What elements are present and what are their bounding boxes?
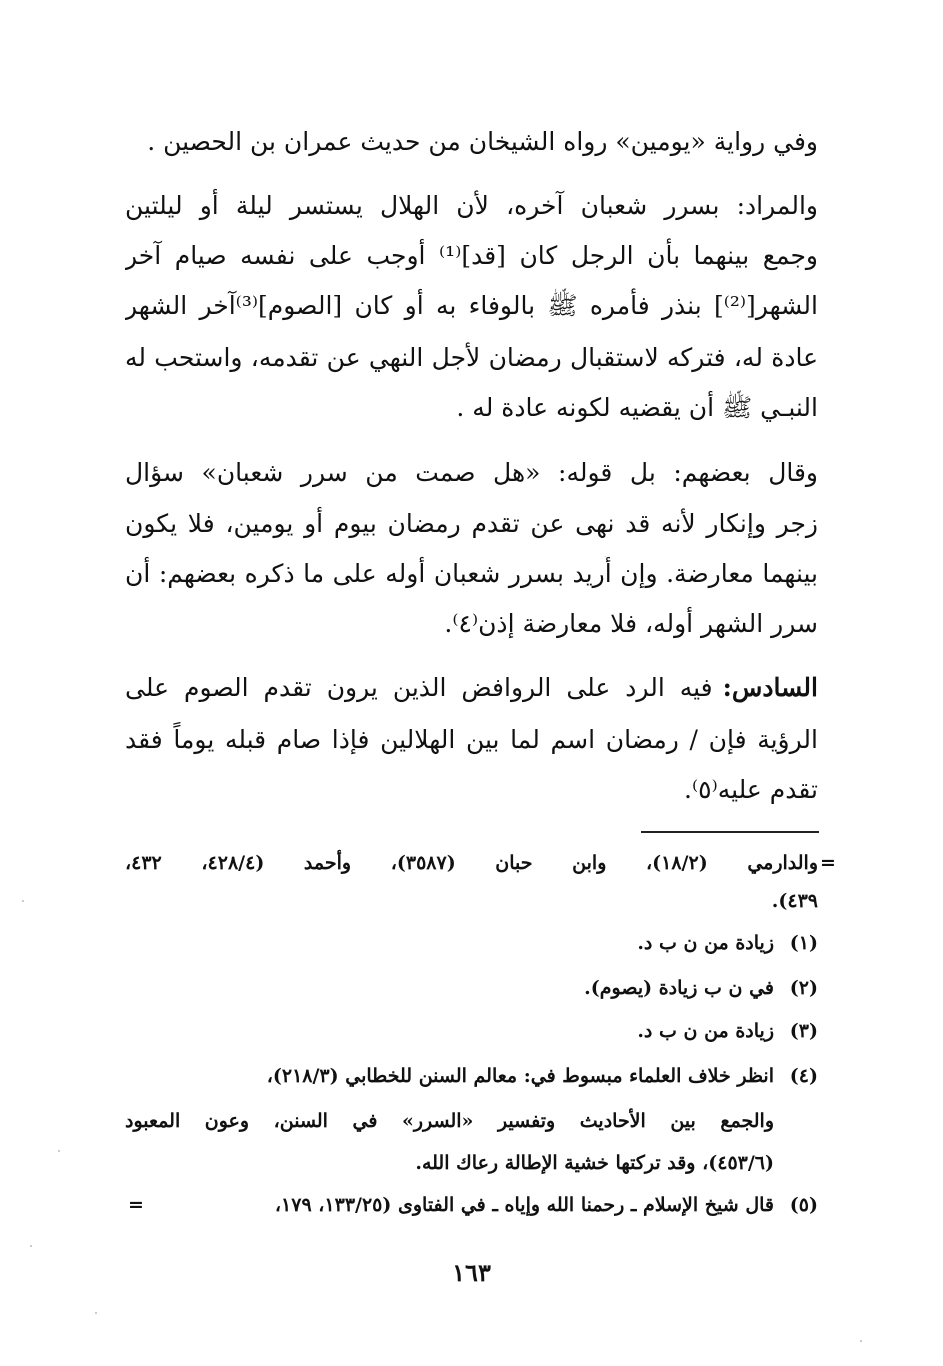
scan-speck (860, 1340, 862, 1342)
footnote-2 (125, 973, 818, 1005)
body-line-2: والمراد: بسرر شعبان آخره، لأن الهلال يستسر ليلة أو ليلتين (125, 191, 818, 220)
body-line-5: عادة له، فتركه لاستقبال رمضان لأجل النهي عن تقدمه، واستحب له (125, 343, 818, 372)
footnote-text: في ن ب زيادة (يصوم). (584, 977, 774, 999)
footnote-number: (٣) (789, 1020, 818, 1042)
body-line-9: بينهما معارضة. وإن أُريد بسرر شعبان أوله على ما ذكره بعضهم: أن (125, 559, 818, 588)
body-line-10: سرر الشهر أوله، فلا معارضة إذن⁽٤⁾. (444, 609, 818, 638)
footnote-number: (٤) (789, 1065, 818, 1087)
body-line-13: تقدم عليه⁽٥⁾. (684, 775, 818, 804)
body-line-11 (125, 670, 818, 710)
footnote-number: (١) (789, 932, 818, 954)
footnote-continuation-line-1: والدارمي (١٨/٢)، وابن حبان (٣٥٨٧)، وأحمد (٤٢٨/٤، ٤٣٢، (125, 852, 818, 874)
footnote-5 (148, 1190, 818, 1222)
section-heading-sixth: السادس: (722, 673, 818, 702)
footnote-separator (641, 831, 819, 833)
scan-speck (58, 1150, 60, 1152)
scan-speck (95, 1312, 97, 1314)
scan-speck (30, 1245, 32, 1247)
body-line-12: الرؤية فإن / رمضان اسم لما بين الهلالين فإذا صام قبله يوماً فقد (125, 725, 818, 754)
footnote-continuation-line-2: ٤٣٩). (771, 890, 818, 912)
scan-speck (22, 900, 24, 902)
footnote-text: قال شيخ الإسلام ـ رحمنا الله وإياه ـ في الفتاوى (١٣٣/٢٥، ١٧٩، (274, 1194, 774, 1216)
body-line-4: الشهر[⁽²⁾] بنذر فأمره ﷺ بالوفاء به أو كان [الصوم]⁽³⁾آخر الشهر (125, 291, 818, 320)
footnote-text: زيادة من ن ب د. (637, 1020, 774, 1042)
footnote-1 (125, 928, 818, 960)
footnote-3 (125, 1016, 818, 1048)
footnote-4-line-2: والجمع بين الأحاديث وتفسير «السرر» في السنن، وعون المعبود (125, 1110, 774, 1132)
continuation-marker: = (820, 852, 836, 874)
body-line-7: وقال بعضهم: بل قوله: «هل صمت من سرر شعبان» سؤال (125, 458, 818, 487)
body-line-1: وفي رواية «يومين» رواه الشيخان من حديث عمران بن الحصين . (147, 127, 818, 156)
footnote-number: (٢) (789, 977, 818, 999)
body-line-8: زجر وإنكار لأنه قد نهى عن تقدم رمضان بيوم أو يومين، فلا يكون (125, 509, 818, 538)
body-line-11-text: فيه الرد على الروافض الذين يرون تقدم الصوم على (125, 673, 713, 702)
body-line-6: النبـي ﷺ أن يقضيه لكونه عادة له . (456, 393, 818, 422)
footnote-number: (٥) (789, 1194, 818, 1216)
body-line-3: وجمع بينهما بأن الرجل كان [قد]⁽¹⁾ أوجب على نفسه صيام آخر (125, 241, 818, 270)
page-number: ١٦٣ (452, 1258, 491, 1287)
footnote-4 (125, 1061, 818, 1093)
footnote-text: انظر خلاف العلماء مبسوط في: معالم السنن للخطابي (٢١٨/٣)، (266, 1065, 774, 1087)
continuation-end-marker: = (128, 1194, 144, 1216)
footnote-4-line-3: (٤٥٣/٦)، وقد تركتها خشية الإطالة رعاك الله. (415, 1152, 774, 1174)
footnote-text: زيادة من ن ب د. (637, 932, 774, 954)
